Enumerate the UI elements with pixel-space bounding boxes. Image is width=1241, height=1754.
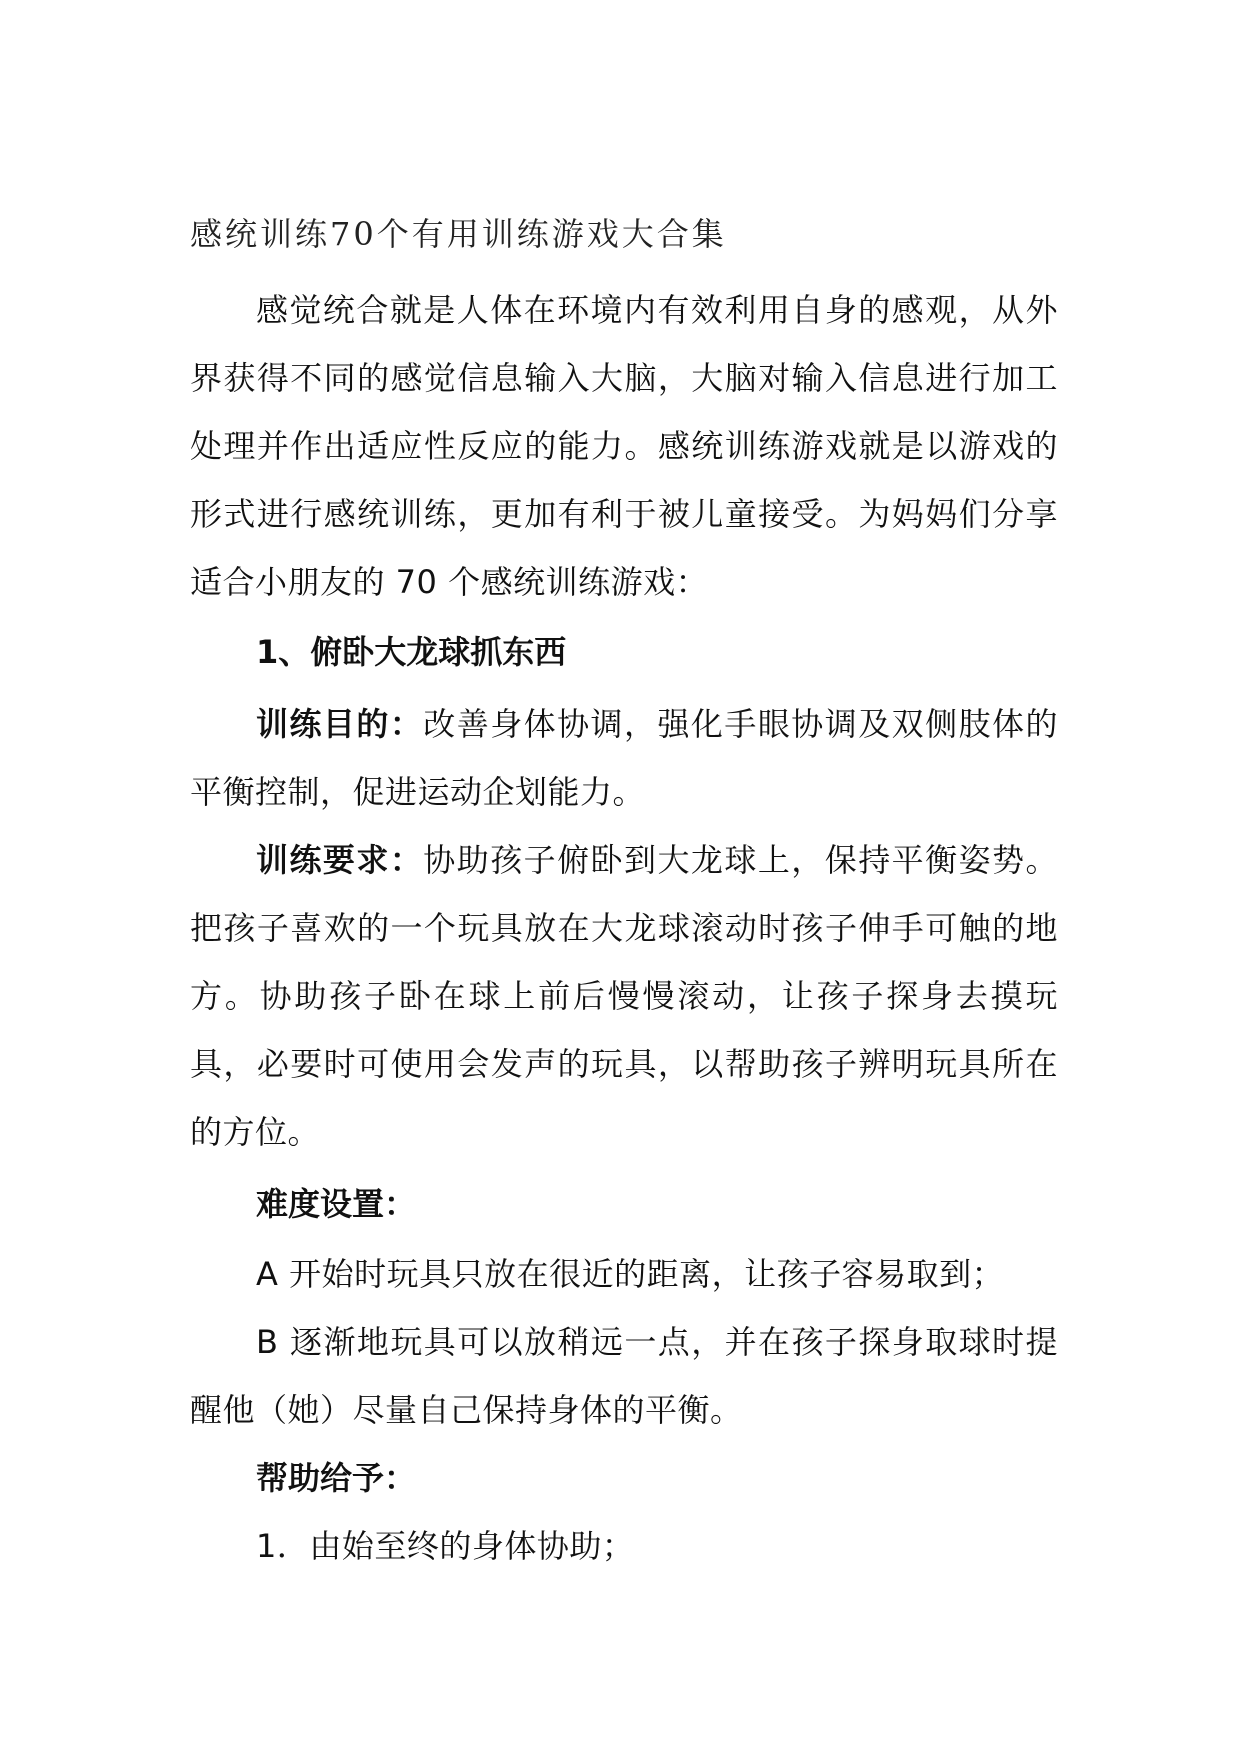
game-heading: 1、俯卧大龙球抓东西 xyxy=(256,633,567,671)
training-requirement-label: 训练要求： xyxy=(256,841,424,879)
training-purpose-text: 改善身体协调，强化手眼协调及双侧肢体的平衡控制，促进运动企划能力。 xyxy=(190,705,1058,811)
help-heading: 帮助给予： xyxy=(256,1459,417,1497)
difficulty-heading: 难度设置： xyxy=(256,1185,417,1223)
difficulty-item-a: A 开始时玩具只放在很近的距离，让孩子容易取到； xyxy=(256,1255,1005,1293)
intro-paragraph: 感觉统合就是人体在环境内有效利用自身的感观，从外界获得不同的感觉信息输入大脑，大脑对输入信息进行加工处理并作出适应性反应的能力。感统训练游戏就是以游戏的形式进行感统训练，更加有利于被儿童接受。为妈妈们分享适合小朋友的 70 个感统训练游戏： xyxy=(190,291,1058,601)
difficulty-item-b: B 逐渐地玩具可以放稍远一点，并在孩子探身取球时提醒他（她）尽量自己保持身体的平衡。 xyxy=(190,1323,1058,1429)
training-purpose-paragraph xyxy=(190,690,1058,826)
document-title: 感统训练70个有用训练游戏大合集 xyxy=(190,215,727,253)
help-item-1: 1．由始至终的身体协助； xyxy=(256,1527,635,1565)
training-purpose-label: 训练目的： xyxy=(256,705,424,743)
training-requirement-text: 协助孩子俯卧到大龙球上，保持平衡姿势。把孩子喜欢的一个玩具放在大龙球滚动时孩子伸手可触的地方。协助孩子卧在球上前后慢慢滚动，让孩子探身去摸玩具，必要时可使用会发声的玩具，以帮助孩子辨明玩具所在的方位。 xyxy=(190,841,1058,1151)
training-requirement-paragraph xyxy=(190,826,1058,1166)
